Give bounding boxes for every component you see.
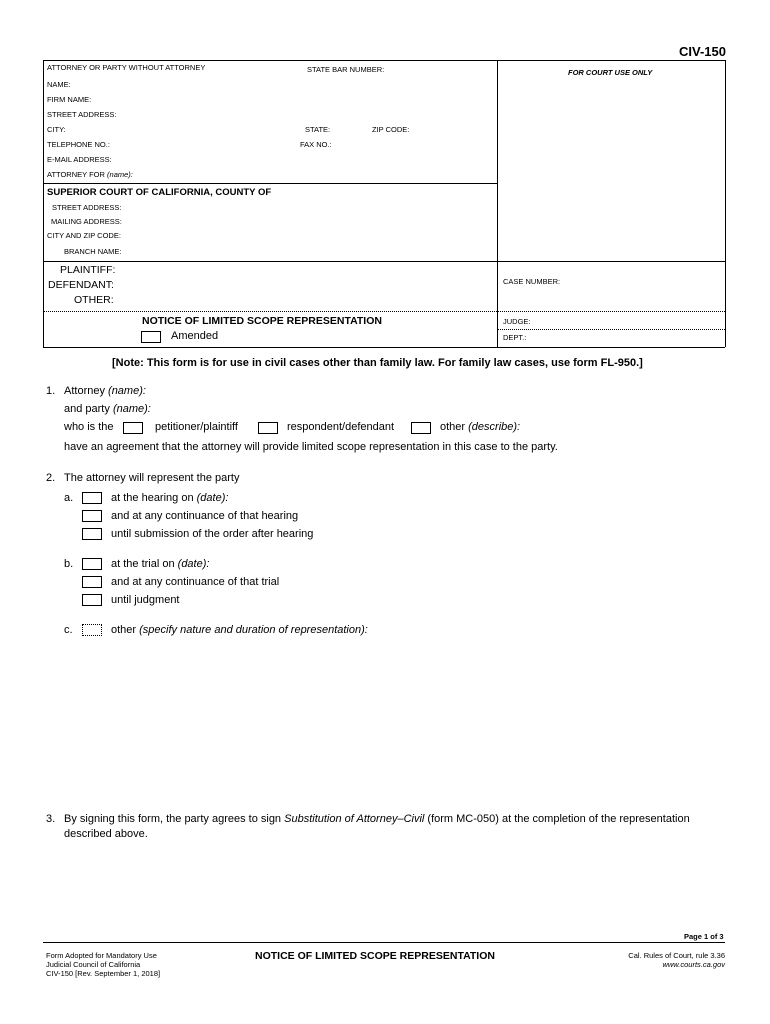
other-representation-checkbox[interactable] <box>82 624 102 636</box>
court-mailing-label: MAILING ADDRESS: <box>51 217 122 226</box>
caption-right-border <box>725 60 726 347</box>
item3-line1-start: By signing this form, the party agrees to sign <box>64 813 282 825</box>
until-judgment-checkbox[interactable] <box>82 594 102 606</box>
hearing-date-hint: (date): <box>196 492 229 504</box>
court-box-bottom <box>43 261 725 262</box>
order-after-hearing-label: until submission of the order after hearing <box>111 528 314 540</box>
court-branch-label: BRANCH NAME: <box>64 247 122 256</box>
judge-dept-divider <box>497 329 725 330</box>
footer-revision: CIV-150 [Rev. September 1, 2018] <box>46 969 161 978</box>
hearing-date-checkbox[interactable] <box>82 492 102 504</box>
caption-left-border <box>43 60 44 347</box>
item3-number: 3. <box>46 813 56 825</box>
attorney-for-text: ATTORNEY FOR <box>47 170 105 179</box>
name-label: NAME: <box>47 80 71 89</box>
caption-divider <box>497 60 498 347</box>
other-representation-label <box>111 624 368 636</box>
trial-date-text: at the trial on <box>111 558 175 570</box>
trial-continuance-label: and at any continuance of that trial <box>111 576 280 588</box>
form-number: CIV-150 <box>679 44 726 59</box>
attorney-box-header: ATTORNEY OR PARTY WITHOUT ATTORNEY <box>47 63 206 72</box>
item2b-label: b. <box>64 558 74 570</box>
case-number-label: CASE NUMBER: <box>503 277 561 286</box>
trial-date-checkbox[interactable] <box>82 558 102 570</box>
item1-party-text: and party <box>64 403 110 415</box>
attorney-for-label <box>47 170 133 179</box>
item1-party-label <box>64 403 151 415</box>
item3-line1-end: (form MC-050) at the completion of the representation <box>427 813 690 825</box>
attorney-for-name-hint: (name): <box>107 170 133 179</box>
item2-intro: The attorney will represent the party <box>64 472 240 484</box>
hearing-continuance-checkbox[interactable] <box>82 510 102 522</box>
petitioner-label: petitioner/plaintiff <box>155 421 238 433</box>
caption-bottom-border <box>43 347 725 348</box>
hearing-date-label <box>111 492 228 504</box>
item3-line2: described above. <box>64 828 148 840</box>
until-judgment-label: until judgment <box>111 594 180 606</box>
city-label: CITY: <box>47 125 66 134</box>
item2c-label: c. <box>64 624 73 636</box>
street-address-label: STREET ADDRESS: <box>47 110 117 119</box>
zip-code-label: ZIP CODE: <box>372 125 410 134</box>
respondent-checkbox[interactable] <box>258 422 278 434</box>
other-party-type-label <box>440 421 520 433</box>
footer-website[interactable]: www.courts.ca.gov <box>662 960 725 969</box>
other-representation-hint: (specify nature and duration of representation): <box>139 624 368 636</box>
item1-attorney-label <box>64 385 146 397</box>
judge-label: JUDGE: <box>503 317 531 326</box>
petitioner-checkbox[interactable] <box>123 422 143 434</box>
order-after-hearing-checkbox[interactable] <box>82 528 102 540</box>
item1-who-label: who is the <box>64 421 114 433</box>
court-city-zip-label: CITY AND ZIP CODE: <box>47 231 121 240</box>
item3-line1 <box>64 813 690 825</box>
item2-number: 2. <box>46 472 56 484</box>
item2a-label: a. <box>64 492 74 504</box>
trial-continuance-checkbox[interactable] <box>82 576 102 588</box>
trial-date-label <box>111 558 209 570</box>
dept-label: DEPT.: <box>503 333 527 342</box>
footer-adopted: Form Adopted for Mandatory Use <box>46 951 157 960</box>
other-representation-text: other <box>111 624 137 636</box>
amended-label: Amended <box>171 330 219 342</box>
other-party-type-text: other <box>440 421 466 433</box>
amended-checkbox[interactable] <box>141 331 161 343</box>
court-title: SUPERIOR COURT OF CALIFORNIA, COUNTY OF <box>47 187 272 198</box>
family-law-note: [Note: This form is for use in civil cases other than family law. For family law cases, use form FL-950.] <box>112 357 643 369</box>
item1-party-hint: (name): <box>112 403 151 415</box>
footer-title: NOTICE OF LIMITED SCOPE REPRESENTATION <box>255 950 495 962</box>
attorney-box-bottom <box>43 183 497 184</box>
footer-rule <box>43 942 725 943</box>
other-party-label: OTHER: <box>74 294 114 306</box>
hearing-continuance-label: and at any continuance of that hearing <box>111 510 299 522</box>
state-bar-label: STATE BAR NUMBER: <box>307 65 385 74</box>
plaintiff-label: PLAINTIFF: <box>60 264 116 276</box>
item1-attorney-text: Attorney <box>64 385 105 397</box>
respondent-label: respondent/defendant <box>287 421 395 433</box>
item1-number: 1. <box>46 385 56 397</box>
other-party-type-hint: (describe): <box>468 421 521 433</box>
item3-form-name: Substitution of Attorney–Civil <box>284 813 425 825</box>
hearing-date-text: at the hearing on <box>111 492 194 504</box>
parties-box-bottom <box>43 311 725 312</box>
footer-council: Judicial Council of California <box>46 960 141 969</box>
court-street-label: STREET ADDRESS: <box>52 203 122 212</box>
firm-name-label: FIRM NAME: <box>47 95 92 104</box>
form-title: NOTICE OF LIMITED SCOPE REPRESENTATION <box>142 315 382 327</box>
item1-attorney-hint: (name): <box>108 385 146 397</box>
footer-rule-citation: Cal. Rules of Court, rule 3.36 <box>628 951 725 960</box>
trial-date-hint: (date): <box>177 558 210 570</box>
email-label: E-MAIL ADDRESS: <box>47 155 112 164</box>
page-number: Page 1 of 3 <box>684 932 724 941</box>
defendant-label: DEFENDANT: <box>48 279 114 291</box>
court-use-label: FOR COURT USE ONLY <box>568 68 653 77</box>
state-label: STATE: <box>305 125 331 134</box>
item1-agreement-text: have an agreement that the attorney will provide limited scope representation in this case to the party. <box>64 441 558 453</box>
telephone-label: TELEPHONE NO.: <box>47 140 110 149</box>
other-party-type-checkbox[interactable] <box>411 422 431 434</box>
caption-top-border <box>43 60 725 61</box>
fax-label: FAX NO.: <box>300 140 332 149</box>
